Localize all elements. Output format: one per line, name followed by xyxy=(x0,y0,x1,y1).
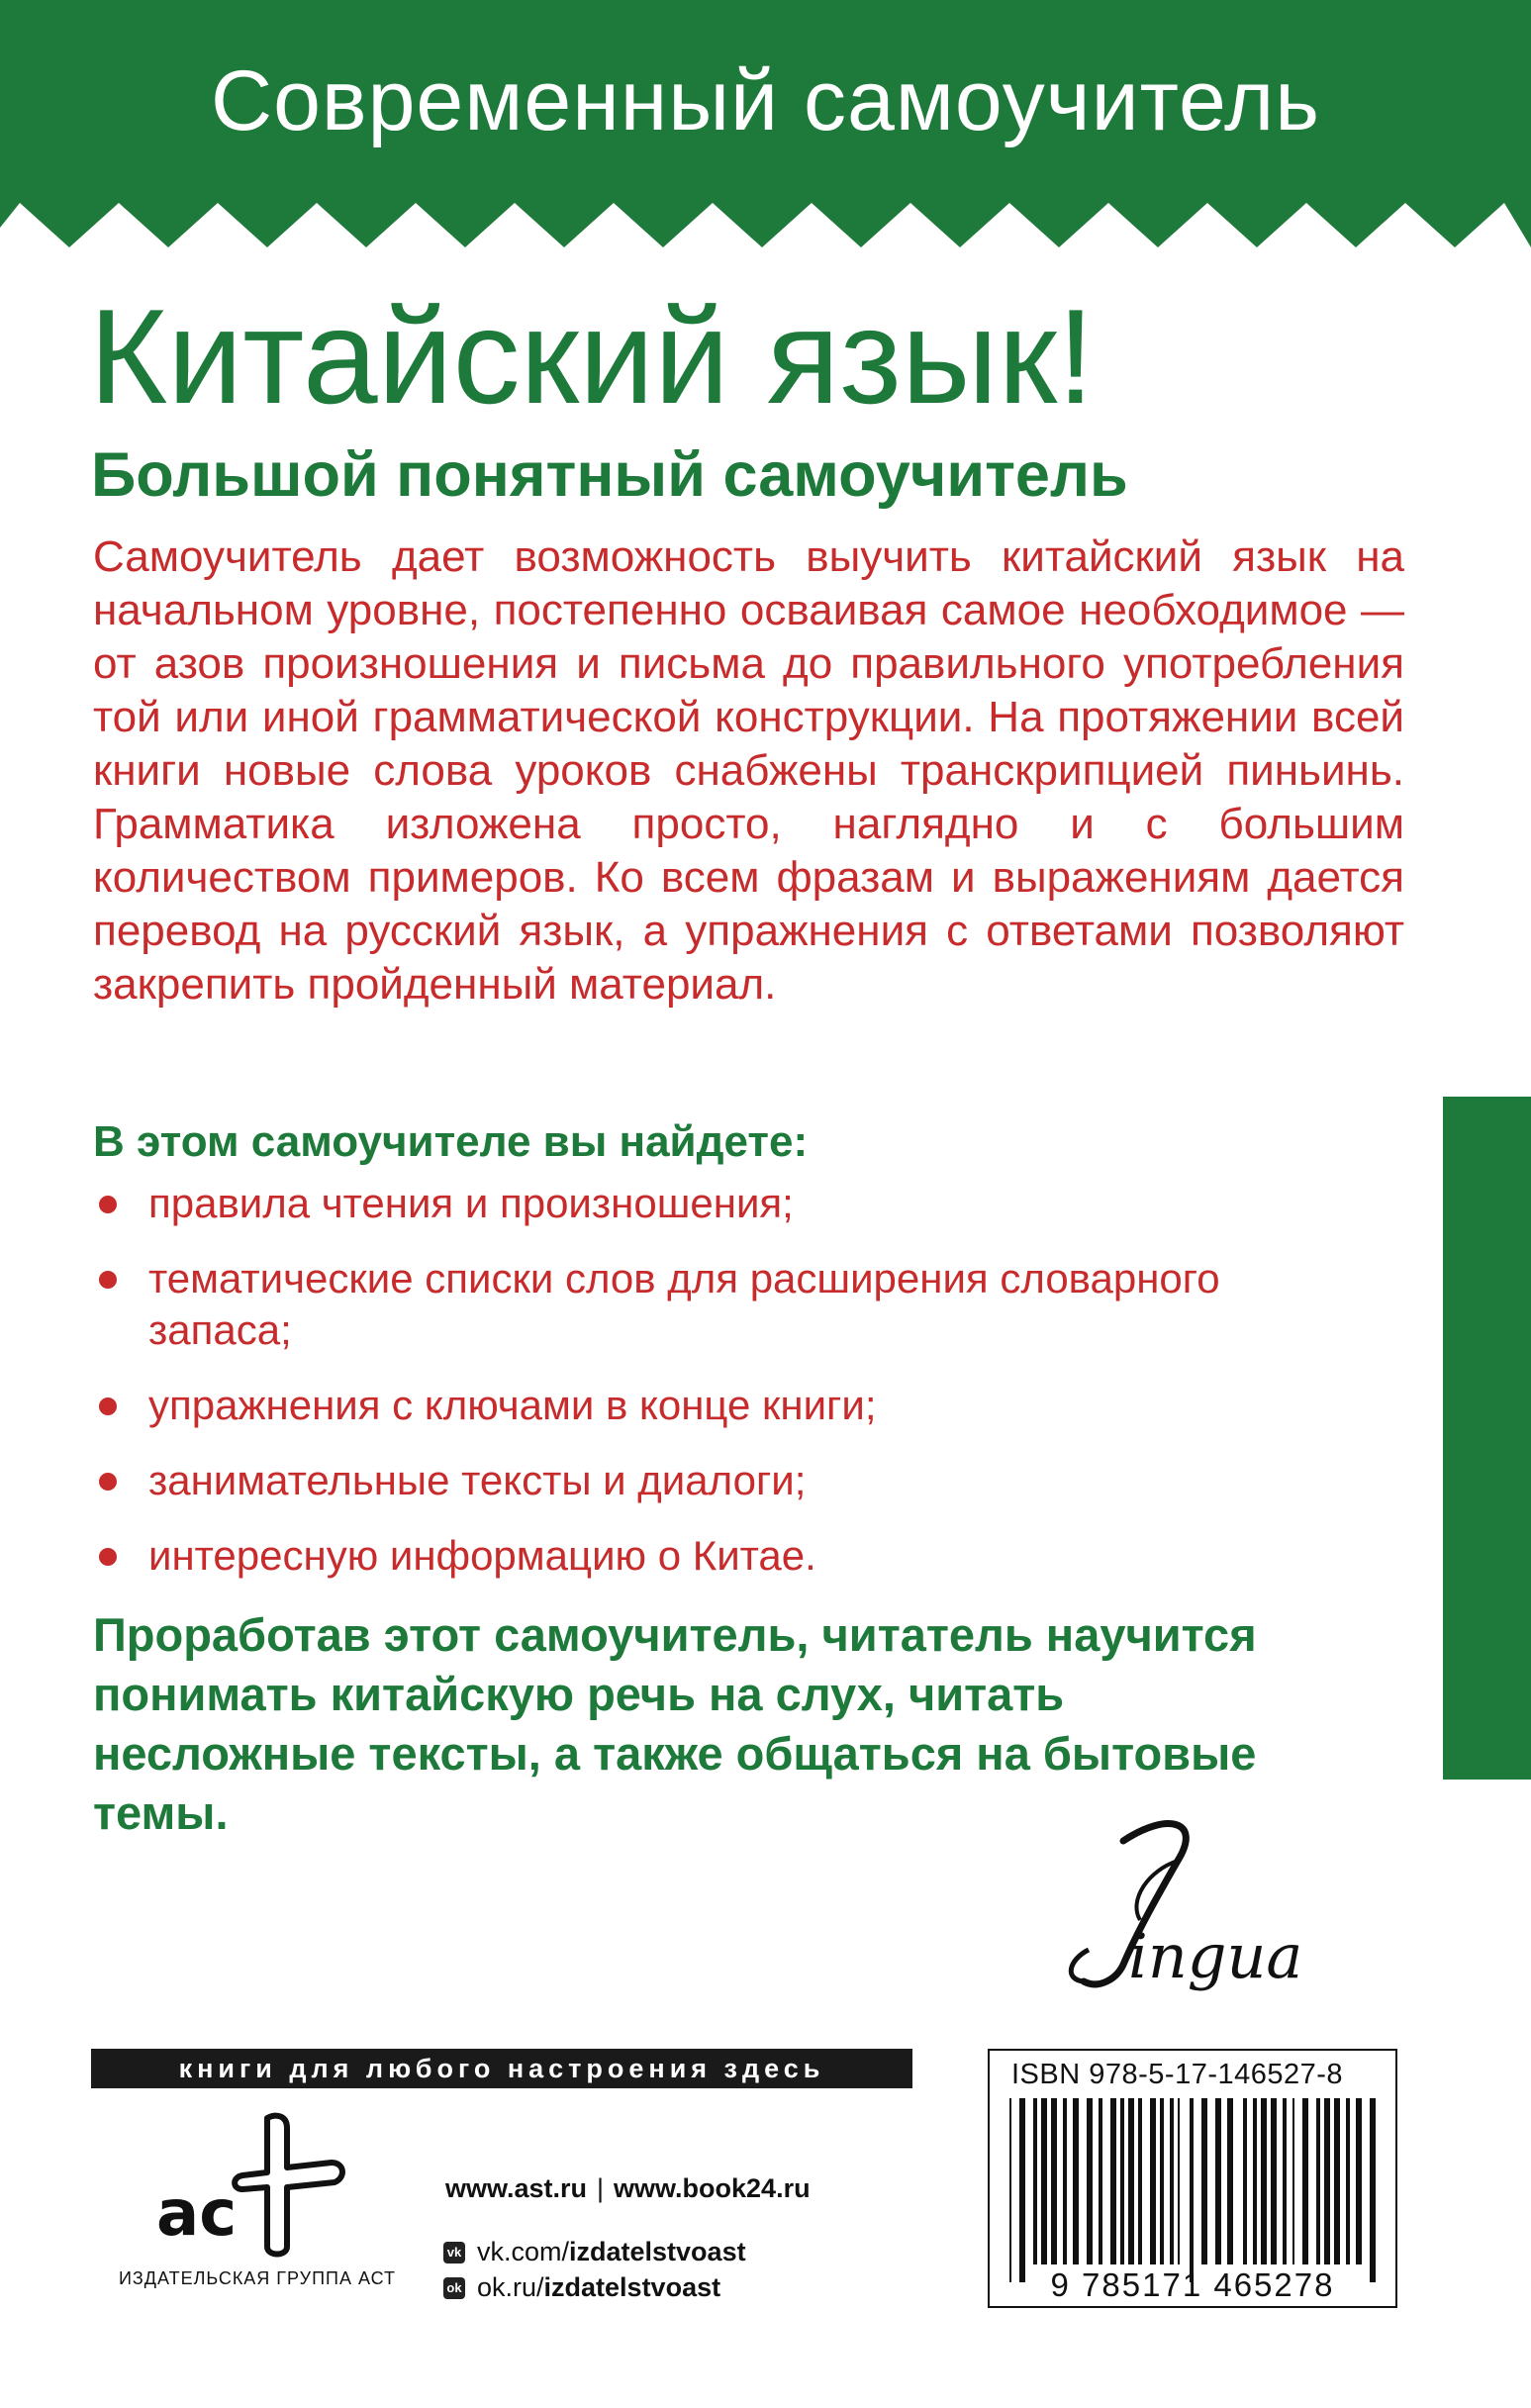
feature-text: занимательные тексты и диалоги; xyxy=(148,1457,807,1503)
barcode-bar xyxy=(1160,2098,1164,2264)
barcode-bar xyxy=(1138,2098,1142,2264)
publisher-tagline: книги для любого настроения здесь xyxy=(91,2049,912,2088)
barcode-bar xyxy=(1150,2098,1156,2264)
barcode-bar xyxy=(1073,2098,1079,2264)
barcode-bar xyxy=(1110,2098,1116,2264)
feature-item xyxy=(93,1253,1330,1356)
barcode-bar xyxy=(1243,2098,1247,2264)
barcode-bar xyxy=(1292,2098,1294,2264)
barcode-bar xyxy=(1302,2098,1308,2264)
feature-text: правила чтения и произношения; xyxy=(148,1180,794,1226)
series-title: Современный самоучитель xyxy=(210,53,1320,148)
isbn-barcode xyxy=(988,2049,1397,2308)
barcode-bar xyxy=(1190,2098,1194,2282)
barcode-bar xyxy=(1009,2098,1011,2282)
bullet-icon xyxy=(99,1473,117,1491)
book-title: Китайский язык! xyxy=(89,281,1095,432)
barcode-bar xyxy=(1356,2098,1362,2264)
feature-text: тематические списки слов для расширения словарного запаса; xyxy=(148,1255,1220,1353)
barcode-bar xyxy=(1227,2098,1233,2264)
feature-text: интересную информацию о Китае. xyxy=(148,1532,816,1579)
website-links xyxy=(445,2173,811,2204)
feature-text: упражнения с ключами в конце книги; xyxy=(148,1382,877,1428)
barcode-bar xyxy=(1201,2098,1207,2264)
conclusion-text: Проработав этот самоучитель, читатель научится понимать китайскую речь на слух, читать несложные тексты, а также общаться на бытовые темы. xyxy=(93,1608,1257,1839)
ok-icon: ok xyxy=(443,2277,465,2299)
barcode-bar xyxy=(1099,2098,1102,2264)
barcode-bar xyxy=(1051,2098,1057,2264)
feature-item xyxy=(93,1455,1330,1506)
barcode-bar xyxy=(1128,2098,1134,2264)
svg-text:ac: ac xyxy=(156,2177,238,2251)
feature-item xyxy=(93,1380,1330,1431)
features-heading: В этом самоучителе вы найдете: xyxy=(93,1117,809,1166)
lingua-logo xyxy=(1029,1801,1356,2029)
barcode-bar xyxy=(1019,2098,1025,2282)
isbn-number: ISBN 978-5-17-146527-8 xyxy=(1011,2059,1344,2090)
barcode-bar xyxy=(1324,2098,1330,2264)
book-subtitle: Большой понятный самоучитель xyxy=(91,440,1128,510)
ok-prefix: ok.ru/ xyxy=(477,2272,544,2302)
bullet-icon xyxy=(99,1397,117,1415)
barcode-bar xyxy=(1178,2098,1180,2264)
book-description: Самоучитель дает возможность выучить китайский язык на начальном уровне, постепенно осваивая самое необходимое — от азов произношения и письма до правильного употребления той или иной грамматической конструкции. На протяжении всей книги новые слова уроков снабжены транскрипцией пиньинь. Грамматика изложена просто, наглядно и с большим количеством примеров. Ко всем фразам и выражениям дается перевод на русский язык, а упражнения с ответами позволяют закрепить пройденный материал. xyxy=(93,532,1404,1009)
publisher-name: ИЗДАТЕЛЬСКАЯ ГРУППА АСТ xyxy=(118,2268,396,2288)
svg-text:ingua: ingua xyxy=(1128,1920,1303,1992)
barcode-bars xyxy=(1004,2098,1382,2282)
series-banner xyxy=(0,0,1531,203)
barcode-digits: 9 785171 465278 xyxy=(1050,2266,1335,2303)
features-list xyxy=(93,1178,1330,1605)
ok-handle: izdatelstvoast xyxy=(543,2272,721,2302)
barcode-bar xyxy=(1041,2098,1047,2264)
website-link-ast[interactable]: www.ast.ru xyxy=(445,2173,588,2203)
vk-icon: vk xyxy=(443,2242,465,2264)
banner-zigzag-edge xyxy=(0,188,1531,247)
feature-item xyxy=(93,1178,1330,1229)
link-separator: | xyxy=(597,2173,605,2203)
barcode-bar xyxy=(1370,2098,1376,2282)
barcode-bar xyxy=(1283,2098,1287,2264)
bullet-icon xyxy=(99,1196,117,1213)
barcode-bar xyxy=(1316,2098,1320,2264)
barcode-bar xyxy=(1120,2098,1124,2264)
vk-link[interactable] xyxy=(443,2237,746,2267)
vk-handle: izdatelstvoast xyxy=(569,2237,746,2266)
bullet-icon xyxy=(99,1548,117,1566)
barcode-bar xyxy=(1033,2098,1037,2264)
barcode-bar xyxy=(1261,2098,1267,2264)
barcode-bar xyxy=(1170,2098,1174,2264)
barcode-bar xyxy=(1087,2098,1093,2264)
ok-link[interactable] xyxy=(443,2272,720,2303)
barcode-bar xyxy=(1253,2098,1257,2264)
side-accent-bar xyxy=(1443,1097,1531,1780)
barcode-bar xyxy=(1334,2098,1340,2264)
barcode-bar xyxy=(1271,2098,1277,2264)
barcode-bar xyxy=(1215,2098,1221,2264)
barcode-bar xyxy=(1346,2098,1350,2264)
ast-logo xyxy=(148,2108,366,2262)
vk-prefix: vk.com/ xyxy=(477,2237,570,2266)
bullet-icon xyxy=(99,1271,117,1289)
barcode-bar xyxy=(1063,2098,1067,2264)
website-link-book24[interactable]: www.book24.ru xyxy=(614,2173,811,2203)
feature-item xyxy=(93,1530,1330,1582)
